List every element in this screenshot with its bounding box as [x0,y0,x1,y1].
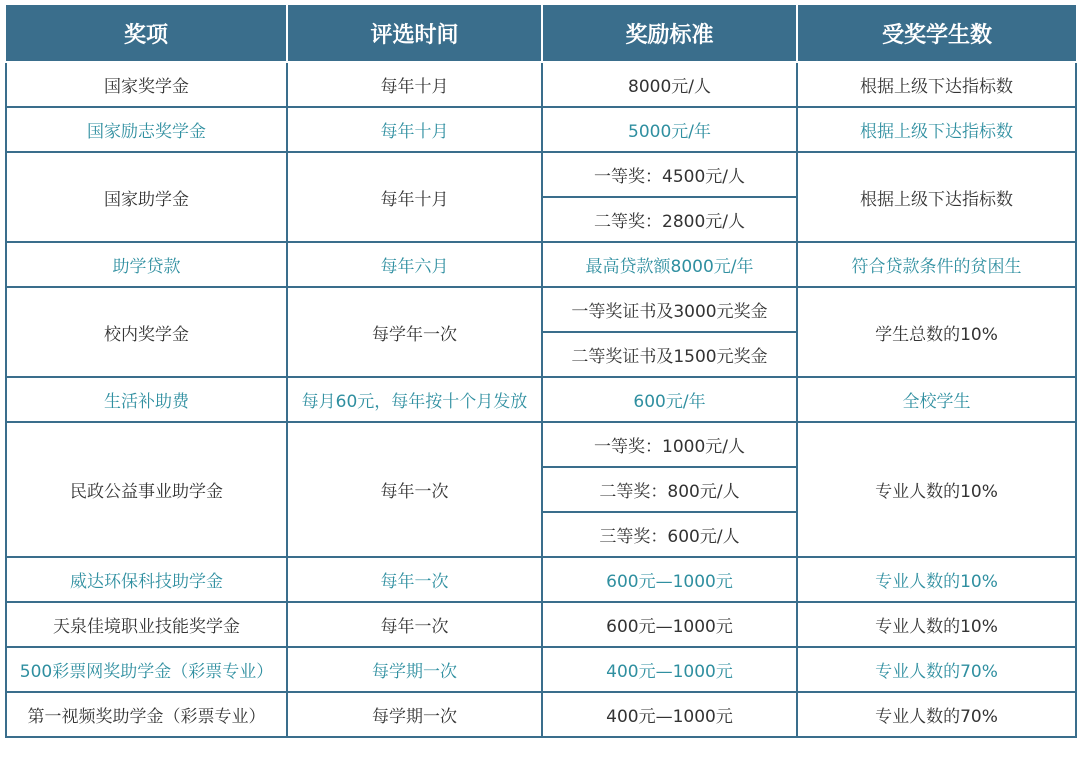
selection-time-cell: 每年十月 [287,62,542,107]
selection-time-cell: 每学年一次 [287,287,542,377]
reward-standard-cell: 400元—1000元 [542,647,797,692]
recipient-count-cell: 专业人数的70% [797,647,1076,692]
selection-time-cell: 每月60元，每年按十个月发放 [287,377,542,422]
recipient-count-cell: 根据上级下达指标数 [797,107,1076,152]
reward-standard-cell: 一等奖：4500元/人 [542,152,797,197]
recipient-count-cell: 专业人数的10% [797,602,1076,647]
table-body [6,62,1076,737]
reward-standard-cell: 三等奖：600元/人 [542,512,797,557]
selection-time-cell: 每年十月 [287,107,542,152]
award-name-cell: 民政公益事业助学金 [6,422,287,557]
reward-standard-cell: 最高贷款额8000元/年 [542,242,797,287]
table-row [6,647,1076,692]
table-header-row [6,5,1076,62]
table-row [6,377,1076,422]
scholarship-table [5,5,1077,738]
reward-standard-cell: 一等奖证书及3000元奖金 [542,287,797,332]
recipient-count-cell: 根据上级下达指标数 [797,152,1076,242]
reward-standard-cell: 二等奖：2800元/人 [542,197,797,242]
reward-standard-cell: 8000元/人 [542,62,797,107]
award-name-cell: 威达环保科技助学金 [6,557,287,602]
award-name-cell: 校内奖学金 [6,287,287,377]
table-row [6,557,1076,602]
award-name-cell: 天泉佳境职业技能奖学金 [6,602,287,647]
reward-standard-cell: 600元/年 [542,377,797,422]
award-name-cell: 500彩票网奖助学金（彩票专业） [6,647,287,692]
reward-standard-cell: 5000元/年 [542,107,797,152]
header-recipient-count: 受奖学生数 [797,5,1076,62]
table-row [6,287,1076,332]
reward-standard-cell: 二等奖：800元/人 [542,467,797,512]
recipient-count-cell: 全校学生 [797,377,1076,422]
table-row [6,107,1076,152]
selection-time-cell: 每年一次 [287,602,542,647]
table-row [6,692,1076,737]
reward-standard-cell: 一等奖：1000元/人 [542,422,797,467]
header-selection-time: 评选时间 [287,5,542,62]
selection-time-cell: 每年十月 [287,152,542,242]
table-row [6,242,1076,287]
table-row [6,152,1076,197]
award-name-cell: 生活补助费 [6,377,287,422]
award-name-cell: 国家励志奖学金 [6,107,287,152]
recipient-count-cell: 专业人数的10% [797,557,1076,602]
selection-time-cell: 每年一次 [287,422,542,557]
table-row [6,602,1076,647]
reward-standard-cell: 600元—1000元 [542,557,797,602]
recipient-count-cell: 学生总数的10% [797,287,1076,377]
award-name-cell: 第一视频奖助学金（彩票专业） [6,692,287,737]
award-name-cell: 国家助学金 [6,152,287,242]
recipient-count-cell: 专业人数的70% [797,692,1076,737]
selection-time-cell: 每年一次 [287,557,542,602]
reward-standard-cell: 400元—1000元 [542,692,797,737]
recipient-count-cell: 根据上级下达指标数 [797,62,1076,107]
selection-time-cell: 每年六月 [287,242,542,287]
recipient-count-cell: 符合贷款条件的贫困生 [797,242,1076,287]
header-award: 奖项 [6,5,287,62]
reward-standard-cell: 二等奖证书及1500元奖金 [542,332,797,377]
header-reward-standard: 奖励标准 [542,5,797,62]
table-row [6,62,1076,107]
table-row [6,422,1076,467]
award-name-cell: 助学贷款 [6,242,287,287]
award-name-cell: 国家奖学金 [6,62,287,107]
reward-standard-cell: 600元—1000元 [542,602,797,647]
recipient-count-cell: 专业人数的10% [797,422,1076,557]
selection-time-cell: 每学期一次 [287,692,542,737]
selection-time-cell: 每学期一次 [287,647,542,692]
